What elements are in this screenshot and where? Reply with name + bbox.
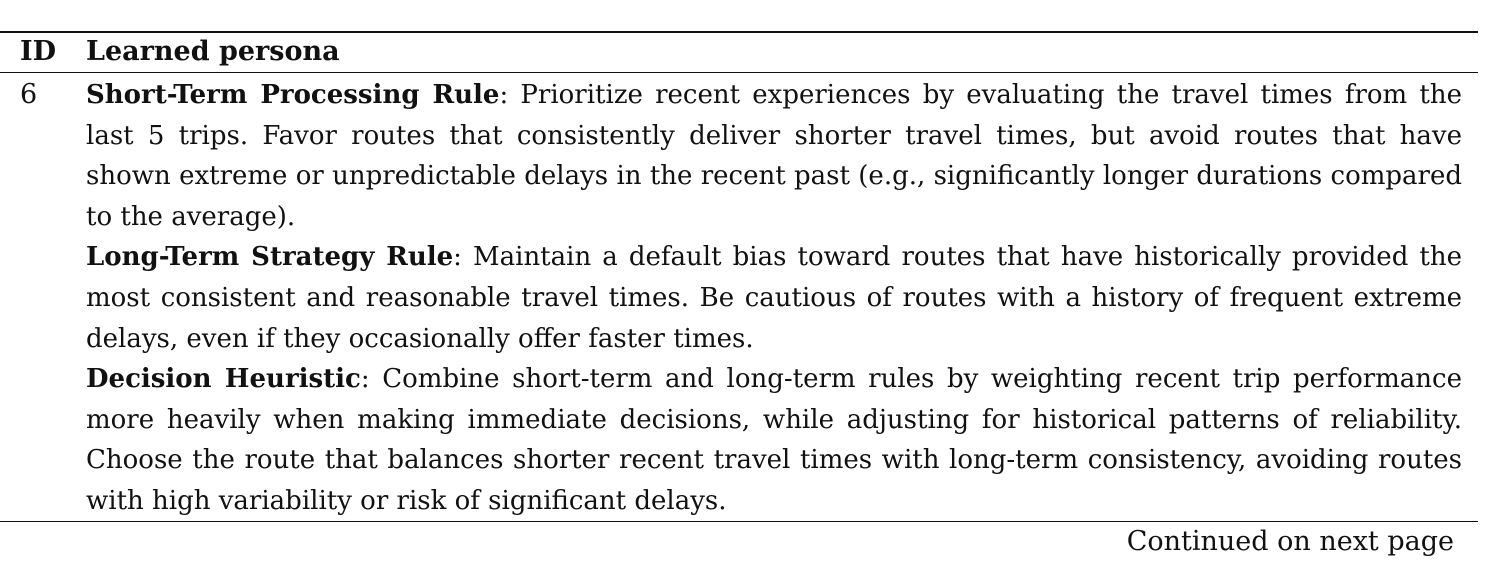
rule-title: Long-Term Strategy Rule bbox=[86, 242, 454, 273]
rule-text: : Maintain a default bias toward routes that have historically provided the most consistent and reasonable travel times. Be cautious of routes with a history of frequent extreme delays, even if they occasionally offer faster times. bbox=[86, 242, 1463, 354]
continued-note: Continued on next page bbox=[1126, 526, 1454, 557]
rule-paragraph-decision-heuristic bbox=[86, 359, 1462, 521]
rule-paragraph-long-term bbox=[86, 237, 1462, 359]
rule-text: : Combine short-term and long-term rules by weighting recent trip performance more heavily when making immediate decisions, while adjusting for historical patterns of reliability. Choose the route that balances shorter recent travel times with long-term consistency, avoiding routes with high variability or risk of significant delays. bbox=[86, 364, 1462, 516]
rule-title: Short-Term Processing Rule bbox=[86, 80, 500, 110]
header-learned-persona: Learned persona bbox=[86, 36, 340, 67]
row-id: 6 bbox=[20, 79, 38, 110]
rule-text: : Prioritize recent experiences by evaluating the travel times from the last 5 trips. Favor routes that consistently deliver shorter travel times, but avoid routes that have shown extreme or unpredictable delays in the recent past (e.g., significantly longer durations compared to the average). bbox=[86, 80, 1462, 232]
table-header-rule bbox=[0, 72, 1478, 73]
row-persona bbox=[86, 75, 1462, 522]
table-header-row bbox=[0, 33, 1478, 72]
rule-paragraph-short-term bbox=[86, 75, 1462, 237]
header-id: ID bbox=[20, 36, 57, 67]
rule-title: Decision Heuristic bbox=[86, 364, 361, 395]
